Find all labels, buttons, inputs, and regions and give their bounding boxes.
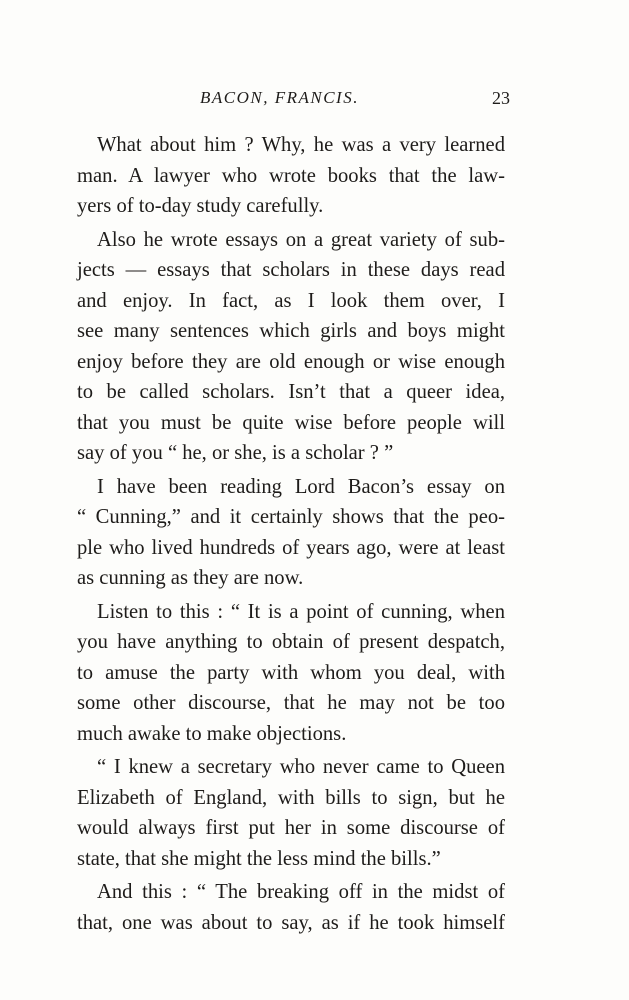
text-line: enjoy before they are old enough or wise enough [77, 350, 505, 373]
text-line: “ Cunning,” and it certainly shows that the peo- [77, 506, 505, 528]
text-line: see many sentences which girls and boys might [77, 320, 505, 342]
page-number: 23 [492, 88, 510, 108]
text-line: Listen to this : “ It is a point of cunning, when [97, 600, 505, 623]
text-line: to amuse the party with whom you deal, with [77, 661, 505, 684]
text-line: you have anything to obtain of present despatch, [77, 631, 505, 653]
paragraph-2 [77, 225, 505, 469]
text-line: What about him ? Why, he was a very learned [97, 134, 505, 156]
text-line: say of you “ he, or she, is a scholar ? ” [77, 442, 394, 464]
text-line: yers of to-day study carefully. [77, 195, 324, 217]
text-line: to be called scholars. Isn’t that a queer idea, [77, 381, 505, 403]
text-line: Elizabeth of England, with bills to sign, but he [77, 786, 505, 809]
text-line: ple who lived hundreds of years ago, were at least [77, 536, 505, 559]
text-line: some other discourse, that he may not be too [77, 692, 505, 714]
running-title: BACON, FRANCIS. [200, 88, 359, 107]
body-text [77, 130, 505, 938]
text-line: that you must be quite wise before people will [77, 411, 505, 434]
running-head [0, 88, 629, 114]
text-line: would always first put her in some discourse of [77, 817, 505, 839]
paragraph-6 [77, 877, 505, 938]
text-line: and enjoy. In fact, as I look them over, I [77, 289, 505, 312]
text-line: “ I knew a secretary who never came to Queen [97, 756, 505, 778]
paragraph-4 [77, 597, 505, 750]
text-line: jects — essays that scholars in these days read [77, 259, 505, 281]
text-line: And this : “ The breaking off in the midst of [97, 881, 505, 903]
text-line: man. A lawyer who wrote books that the law- [77, 164, 505, 187]
text-line: Also he wrote essays on a great variety of sub- [97, 228, 505, 251]
paragraph-5 [77, 752, 505, 874]
text-line: I have been reading Lord Bacon’s essay on [97, 475, 505, 498]
paragraph-3 [77, 472, 505, 594]
text-line: state, that she might the less mind the bills.” [77, 847, 441, 870]
text-line: that, one was about to say, as if he took himself [77, 911, 505, 934]
text-line: as cunning as they are now. [77, 567, 304, 589]
text-line: much awake to make objections. [77, 722, 347, 745]
paragraph-1 [77, 130, 505, 222]
